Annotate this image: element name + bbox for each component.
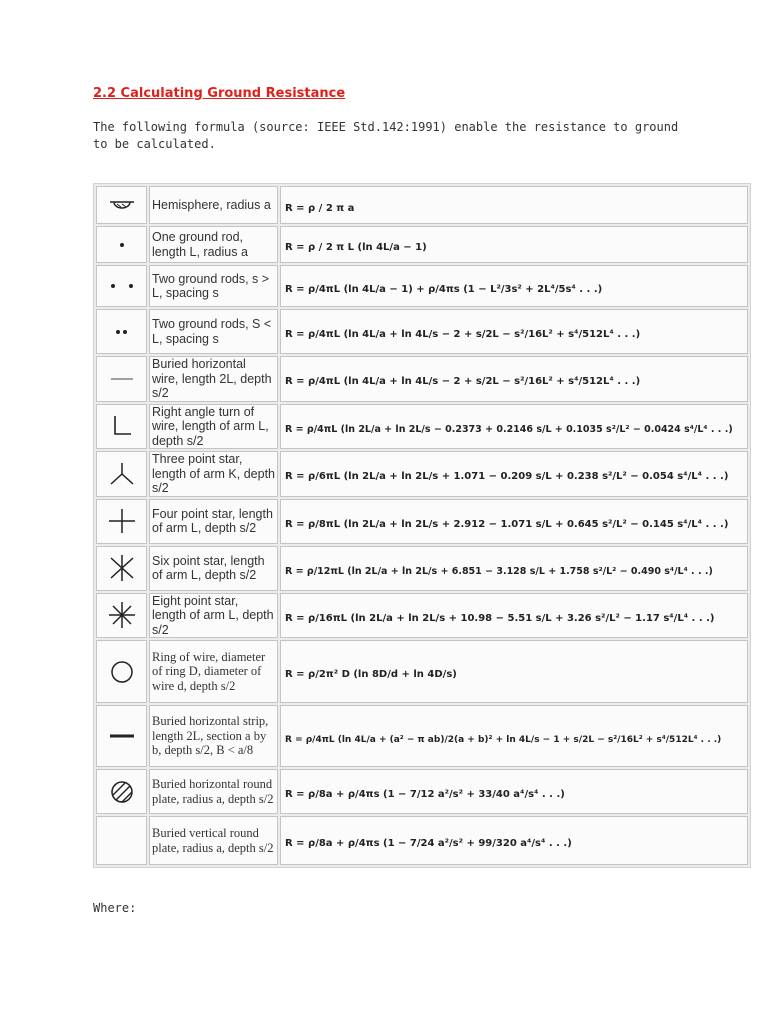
table-row (96, 769, 748, 814)
table-row (96, 705, 748, 767)
symbol-cell (96, 640, 147, 703)
symbol-cell (96, 816, 147, 865)
description-cell: One ground rod, length L, radius a (149, 226, 278, 263)
formula-text: R = ρ/8πL (ln 2L/a + ln 2L/s + 2.912 − 1.071 s/L + 0.645 s²/L² − 0.145 s⁴/L⁴ . . .) (285, 518, 729, 530)
symbol-cell (96, 593, 147, 639)
table-row (96, 226, 748, 263)
hemisphere-icon (97, 194, 146, 216)
formula-cell (280, 356, 748, 402)
formula-text: R = ρ/4πL (ln 4L/a + ln 4L/s − 2 + s/2L − s²/16L² + s⁴/512L⁴ . . .) (285, 329, 641, 340)
formula-text: R = ρ/4πL (ln 4L/a − 1) + ρ/4πs (1 − L²/3s² + 2L⁴/5s⁴ . . .) (285, 283, 603, 295)
formula-cell (280, 640, 748, 703)
symbol-cell (96, 705, 147, 767)
formula-text: R = ρ/6πL (ln 2L/a + ln 2L/s + 1.071 − 0.209 s/L + 0.238 s²/L² − 0.054 s⁴/L⁴ . . .) (285, 471, 729, 483)
formula-cell (280, 404, 748, 450)
intro-paragraph: The following formula (source: IEEE Std.142:1991) enable the resistance to ground to be calculated. (93, 120, 679, 151)
symbol-cell (96, 356, 147, 402)
eight-point-star-icon (97, 599, 146, 631)
formula-cell (280, 226, 748, 263)
formula-cell (280, 186, 748, 224)
formula-cell (280, 265, 748, 307)
description-cell: Ring of wire, diameter of ring D, diameter of wire d, depth s/2 (149, 640, 278, 703)
two-dots-close-icon (97, 321, 146, 343)
four-point-star-icon (97, 506, 146, 536)
symbol-cell (96, 451, 147, 497)
symbol-cell (96, 186, 147, 224)
strip-icon (97, 725, 146, 747)
formula-text: R = ρ/4πL (ln 4L/a + ln 4L/s − 2 + s/2L − s²/16L² + s⁴/512L⁴ . . .) (285, 376, 641, 388)
description-cell: Buried horizontal strip, length 2L, section a by b, depth s/2, B < a/8 (149, 705, 278, 767)
description-cell: Four point star, length of arm L, depth s/2 (149, 499, 278, 544)
formula-text: R = ρ/12πL (ln 2L/a + ln 2L/s + 6.851 − 3.128 s/L + 1.758 s²/L² − 0.490 s⁴/L⁴ . . .) (285, 565, 713, 577)
table-row (96, 593, 748, 639)
table-row (96, 546, 748, 591)
symbol-cell (96, 404, 147, 450)
description-cell: Hemisphere, radius a (149, 186, 278, 224)
formula-text: R = ρ/2π² D (ln 8D/d + ln 4D/s) (285, 669, 457, 680)
table-row (96, 816, 748, 865)
symbol-cell (96, 309, 147, 354)
formula-cell (280, 816, 748, 865)
table-row (96, 356, 748, 402)
formula-text: R = ρ/4πL (ln 4L/a + (a² − π ab)/2(a + b)² + ln 4L/s − 1 + s/2L − s²/16L² + s⁴/512L⁴ . . .) (285, 734, 722, 745)
where-label: Where: (93, 901, 137, 915)
description-cell: Two ground rods, s > L, spacing s (149, 265, 278, 307)
formula-text: R = ρ/4πL (ln 2L/a + ln 2L/s − 0.2373 + 0.2146 s/L + 0.1035 s²/L² − 0.0424 s⁴/L⁴ . . .) (285, 423, 733, 435)
ground-resistance-table (93, 183, 751, 868)
table-row (96, 186, 748, 224)
hatched-plate-icon (97, 777, 146, 807)
formula-cell (280, 309, 748, 354)
formula-cell (280, 499, 748, 544)
formula-cell (280, 593, 748, 639)
table-row (96, 309, 748, 354)
description-cell: Six point star, length of arm L, depth s/2 (149, 546, 278, 591)
two-dots-wide-icon (97, 275, 146, 297)
table-row (96, 265, 748, 307)
symbol-cell (96, 499, 147, 544)
six-point-star-icon (97, 552, 146, 584)
formula-text: R = ρ/8a + ρ/4πs (1 − 7/24 a²/s² + 99/320 a⁴/s⁴ . . .) (285, 838, 572, 849)
symbol-cell (96, 546, 147, 591)
right-angle-icon (97, 413, 146, 439)
formula-text: R = ρ / 2 π L (ln 4L/a − 1) (285, 242, 427, 253)
description-cell: Buried vertical round plate, radius a, depth s/2 (149, 816, 278, 865)
description-cell: Three point star, length of arm K, depth s/2 (149, 451, 278, 497)
vertical-plate-icon (97, 830, 146, 852)
formula-text: R = ρ/8a + ρ/4πs (1 − 7/12 a²/s² + 33/40 a⁴/s⁴ . . .) (285, 789, 565, 800)
table-row (96, 404, 748, 450)
formula-cell (280, 546, 748, 591)
formula-cell (280, 705, 748, 767)
formula-text: R = ρ / 2 π a (285, 202, 355, 214)
ring-icon (97, 657, 146, 687)
formula-cell (280, 769, 748, 814)
horizontal-line-icon (97, 368, 146, 390)
description-cell: Right angle turn of wire, length of arm L, depth s/2 (149, 404, 278, 450)
symbol-cell (96, 226, 147, 263)
formula-cell (280, 451, 748, 497)
description-cell: Eight point star, length of arm L, depth s/2 (149, 593, 278, 639)
table-row (96, 451, 748, 497)
formula-text: R = ρ/16πL (ln 2L/a + ln 2L/s + 10.98 − 5.51 s/L + 3.26 s²/L² − 1.17 s⁴/L⁴ . . .) (285, 612, 715, 624)
single-dot-icon (97, 234, 146, 256)
table-row (96, 499, 748, 544)
symbol-cell (96, 265, 147, 307)
symbol-cell (96, 769, 147, 814)
three-point-star-icon (97, 459, 146, 489)
description-cell: Two ground rods, S < L, spacing s (149, 309, 278, 354)
section-heading: 2.2 Calculating Ground Resistance (93, 86, 346, 101)
description-cell: Buried horizontal wire, length 2L, depth s/2 (149, 356, 278, 402)
description-cell: Buried horizontal round plate, radius a, depth s/2 (149, 769, 278, 814)
table-row (96, 640, 748, 703)
